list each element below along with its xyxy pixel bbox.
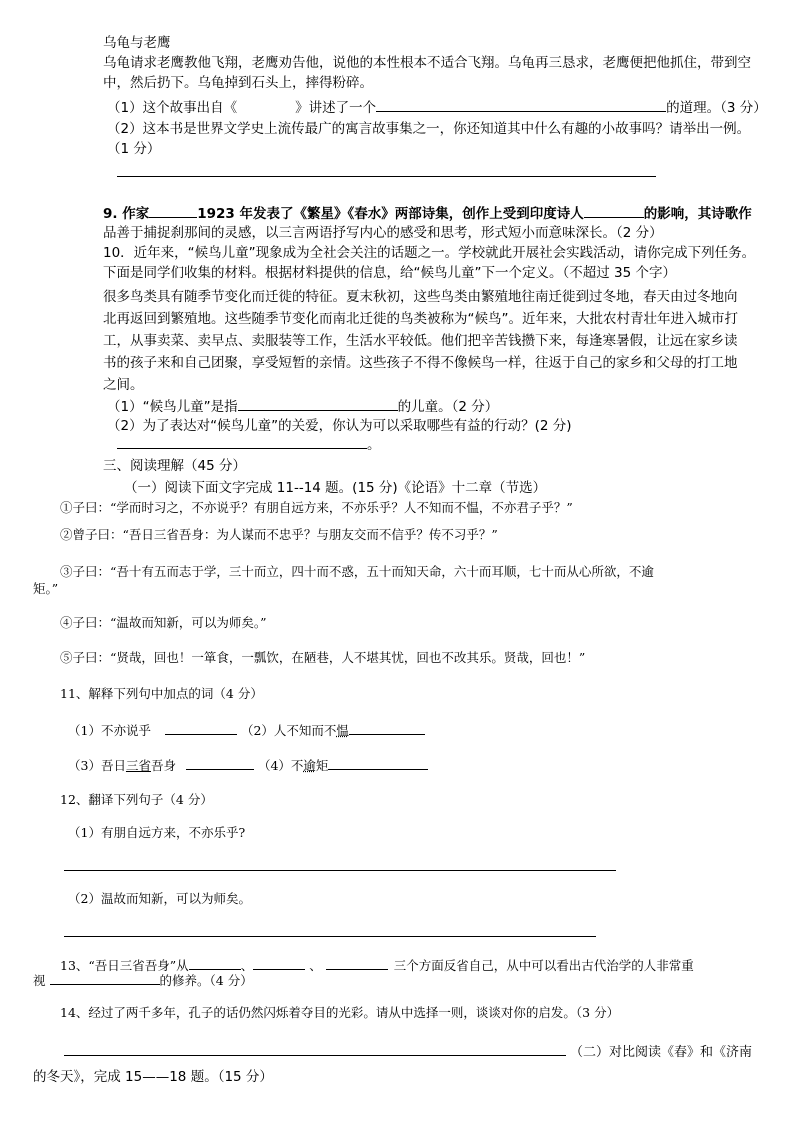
q13-blank-3[interactable]	[326, 955, 388, 970]
q11-item-3-a: （3）吾日	[68, 758, 126, 773]
fable-question-2-score: （1 分）	[107, 141, 161, 157]
answer-line-q2[interactable]	[117, 176, 656, 177]
question-11-title: 11、解释下列句中加点的词（4 分）	[60, 686, 263, 701]
analects-chapter-3: ③子曰：“吾十有五而志于学，三十而立，四十而不惑，五十而知天命，六十而耳顺，七十而从心所欲，不逾	[60, 564, 654, 579]
material-line-1: 很多鸟类具有随季节变化而迁徙的特征。夏末秋初，这些鸟类由繁殖地往南迁徙到过冬地，春天由过冬地向	[103, 289, 738, 305]
question-13-line-2	[33, 970, 253, 991]
q10-s1-text-b: 的儿童。（2 分）	[397, 399, 499, 415]
q1-blank-lesson[interactable]	[376, 97, 666, 112]
q10-s2-blank[interactable]	[117, 434, 367, 449]
fable-text-line-2: 中，然后扔下。乌龟掉到石头上，摔得粉碎。	[103, 75, 373, 91]
question-10-line-1: 10．近年来，“候鸟儿童”现象成为全社会关注的话题之一。学校就此开展社会实践活动，请你完成下列任务。	[103, 245, 756, 261]
answer-line-q12-1[interactable]	[64, 870, 616, 871]
q11-blank-1[interactable]	[165, 720, 237, 735]
q11-item-2: （2）人不知而不	[240, 723, 337, 738]
material-line-5: 之间。	[103, 377, 144, 393]
q11-blank-4[interactable]	[328, 755, 428, 770]
q11-item-4-c: 矩	[315, 758, 329, 773]
q9-blank-poet[interactable]	[584, 203, 644, 218]
q13-sep-2: 、	[309, 958, 322, 973]
q11-blank-3[interactable]	[186, 755, 254, 770]
material-line-3: 工，从事卖菜、卖早点、卖服装等工作，生活水平较低。他们把辛苦钱攒下来，每逢寒暑假，让远在家乡读	[103, 333, 738, 349]
q11-blank-2[interactable]	[349, 720, 425, 735]
fable-question-1	[107, 97, 767, 118]
q13-blank-1[interactable]	[189, 955, 241, 970]
question-10-sub-1	[107, 396, 498, 417]
q13-sep-1: 、	[240, 958, 254, 973]
section-two-title: （二）对比阅读《春》和《济南	[570, 1045, 753, 1060]
material-line-2: 北再返回到繁殖地。这些随季节变化而南北迁徙的鸟类被称为“候鸟”。近年来，大批农村青壮年进入城市打	[103, 311, 738, 327]
q1-text-b: 》讲述了一个	[295, 100, 377, 116]
section-3-sub-1: （一）阅读下面文字完成 11--14 题。(15 分)《论语》十二章（节选）	[124, 480, 547, 496]
q1-text-a: （1）这个故事出自《	[107, 100, 238, 116]
q10-s2-answer	[117, 434, 381, 455]
analects-chapter-2: ②曾子曰：“吾日三省吾身：为人谋而不忠乎？与朋友交而不信乎？传不习乎？”	[60, 527, 498, 542]
q10-s1-text-a: （1）“候鸟儿童”是指	[107, 399, 238, 415]
q10-s2-end: 。	[367, 437, 381, 453]
q11-item-4-a: （4）不	[257, 758, 304, 773]
q11-item-4-dotted: 逾	[303, 758, 316, 773]
q13-text-b: 三个方面反省自己，从中可以看出古代治学的人非常重	[393, 958, 694, 973]
section-3-title: 三、阅读理解（45 分）	[103, 458, 246, 474]
question-9-line-2: 品善于捕捉刹那间的灵感，以三言两语抒写内心的感受和思考，形式短小而意味深长。（2 分）	[103, 225, 663, 241]
analects-chapter-5: ⑤子曰：“贤哉，回也！一箪食，一瓢饮，在陋巷，人不堪其忧，回也不改其乐。贤哉，回也！”	[60, 650, 586, 665]
analects-chapter-1: ①子曰：“学而时习之，不亦说乎？有朋自远方来，不亦乐乎？人不知而不愠，不亦君子乎？”	[60, 500, 573, 515]
question-11-items-row-1	[68, 720, 425, 741]
answer-line-q14[interactable]	[64, 1055, 566, 1056]
answer-line-q12-2[interactable]	[64, 936, 596, 937]
question-14: 14、经过了两千多年，孔子的话仍然闪烁着夺目的光彩。请从中选择一则，谈谈对你的启发。（3 分）	[60, 1005, 620, 1020]
q13-text-d: 的修养。（4 分）	[159, 973, 253, 988]
question-10-sub-2: （2）为了表达对“候鸟儿童”的关爱，你认为可以采取哪些有益的行动？(2 分)	[107, 418, 572, 434]
analects-chapter-3-end: 矩。”	[33, 581, 59, 596]
q11-item-3-c: 吾身	[150, 758, 176, 773]
q11-item-2-dotted: 愠	[336, 723, 349, 738]
fable-text-line-1: 乌龟请求老鹰教他飞翔，老鹰劝告他，说他的本性根本不适合飞翔。乌龟再三恳求，老鹰便把他抓住，带到空	[103, 55, 751, 71]
question-12-title: 12、翻译下列句子（4 分）	[60, 792, 213, 807]
q13-text-c: 视	[33, 973, 46, 988]
question-9	[103, 203, 752, 224]
q11-item-3-dotted: 三省	[125, 758, 151, 773]
q9-text-a: 9. 作家	[103, 206, 150, 222]
question-12-sentence-2: （2）温故而知新，可以为师矣。	[68, 891, 251, 906]
material-line-4: 书的孩子来和自己团聚，享受短暂的亲情。这些孩子不得不像候鸟一样，往返于自己的家乡和父母的打工地	[103, 355, 738, 371]
question-10-line-2: 下面是同学们收集的材料。根据材料提供的信息，给“候鸟儿童”下一个定义。（不超过 35 个字）	[103, 265, 676, 281]
q13-blank-4[interactable]	[50, 970, 160, 985]
q10-s1-blank[interactable]	[238, 396, 398, 411]
q11-item-1: （1）不亦说乎	[68, 723, 151, 738]
q1-text-c: 的道理。（3 分）	[666, 100, 767, 116]
fable-question-2: （2）这本书是世界文学史上流传最广的寓言故事集之一，你还知道其中什么有趣的小故事吗？请举出一例。	[107, 121, 751, 137]
fable-title: 乌龟与老鹰	[103, 35, 171, 51]
q9-blank-author[interactable]	[149, 203, 197, 218]
q9-text-b: 1923 年发表了《繁星》《春水》两部诗集，创作上受到印度诗人	[197, 206, 584, 222]
q13-text-a: 13、“吾日三省吾身”从	[60, 958, 189, 973]
q9-text-c: 的影响，其诗歌作	[643, 206, 752, 222]
q13-blank-2[interactable]	[253, 955, 305, 970]
analects-chapter-4: ④子曰：“温故而知新，可以为师矣。”	[60, 615, 267, 630]
section-two-title-line-2: 的冬天》，完成 15——18 题。（15 分）	[33, 1069, 273, 1085]
question-11-items-row-2	[68, 755, 428, 776]
question-12-sentence-1: （1）有朋自远方来，不亦乐乎?	[68, 825, 246, 840]
q1-blank-book[interactable]	[237, 98, 295, 112]
